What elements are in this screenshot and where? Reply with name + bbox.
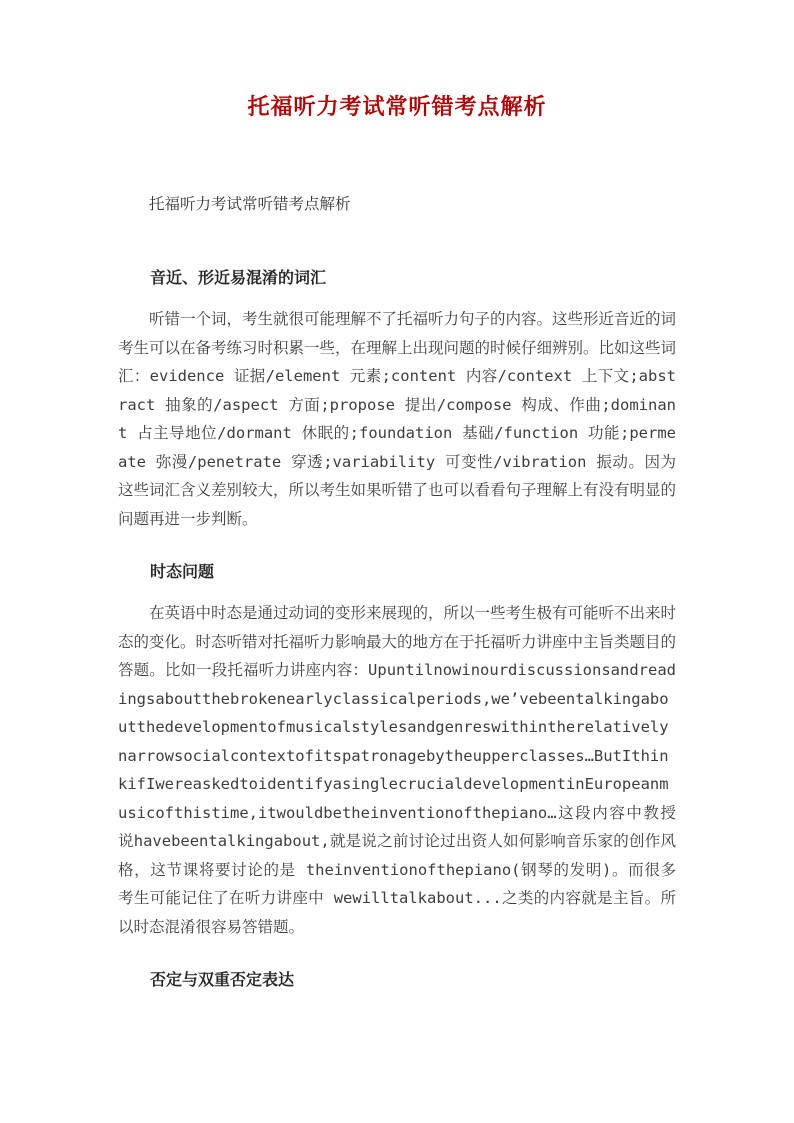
section-heading: 音近、形近易混淆的词汇 (150, 268, 327, 287)
section-tense-problems (118, 559, 676, 941)
section-confusable-vocabulary (118, 265, 676, 533)
section-paragraph: 在英语中时态是通过动词的变形来展现的，所以一些考生极有可能听不出来时态的变化。时态听错对托福听力影响最大的地方在于托福听力讲座中主旨类题目的答题。比如一段托福听力讲座内容：Upuntilnowinourdiscussionsandreadingsaboutthebrokenearlyclassicalperiods,we’vebeentalkingaboutthedevelopmentofmusicalstylesandgenreswithintherelativelynarrowsocialcontextofitspatronagebytheupperclasses…ButIthinkifIwereaskedtoidentifyasinglecrucialdevelopmentinEuropeanmusicofthistime,itwouldbetheinventionofthepiano…这段内容中教授说havebeentalkingabout,就是说之前讨论过出资人如何影响音乐家的创作风格，这节课将要讨论的是 theinventionofthepiano(钢琴的发明)。而很多考生可能记住了在听力讲座中 wewilltalkabout...之类的内容就是主旨。所以时态混淆很容易答错题。 (118, 604, 677, 936)
document-title: 托福听力考试常听错考点解析 (247, 95, 547, 120)
intro-paragraph: 托福听力考试常听错考点解析 (149, 195, 351, 213)
section-heading: 否定与双重否定表达 (150, 970, 295, 989)
section-negation (118, 967, 676, 993)
section-heading: 时态问题 (150, 562, 215, 581)
section-paragraph: 听错一个词，考生就很可能理解不了托福听力句子的内容。这些形近音近的词考生可以在备考练习时积累一些，在理解上出现问题的时候仔细辨别。比如这些词汇：evidence 证据/element 元素;content 内容/context 上下文;abstract 抽象的/aspect 方面;propose 提出/compose 构成、作曲;dominant 占主导地位/dormant 休眠的;foundation 基础/function 功能;permeate 弥漫/penetrate 穿透;variability 可变性/vibration 振动。因为这些词汇含义差别较大，所以考生如果听错了也可以看看句子理解上有没有明显的问题再进一步判断。 (118, 310, 677, 528)
